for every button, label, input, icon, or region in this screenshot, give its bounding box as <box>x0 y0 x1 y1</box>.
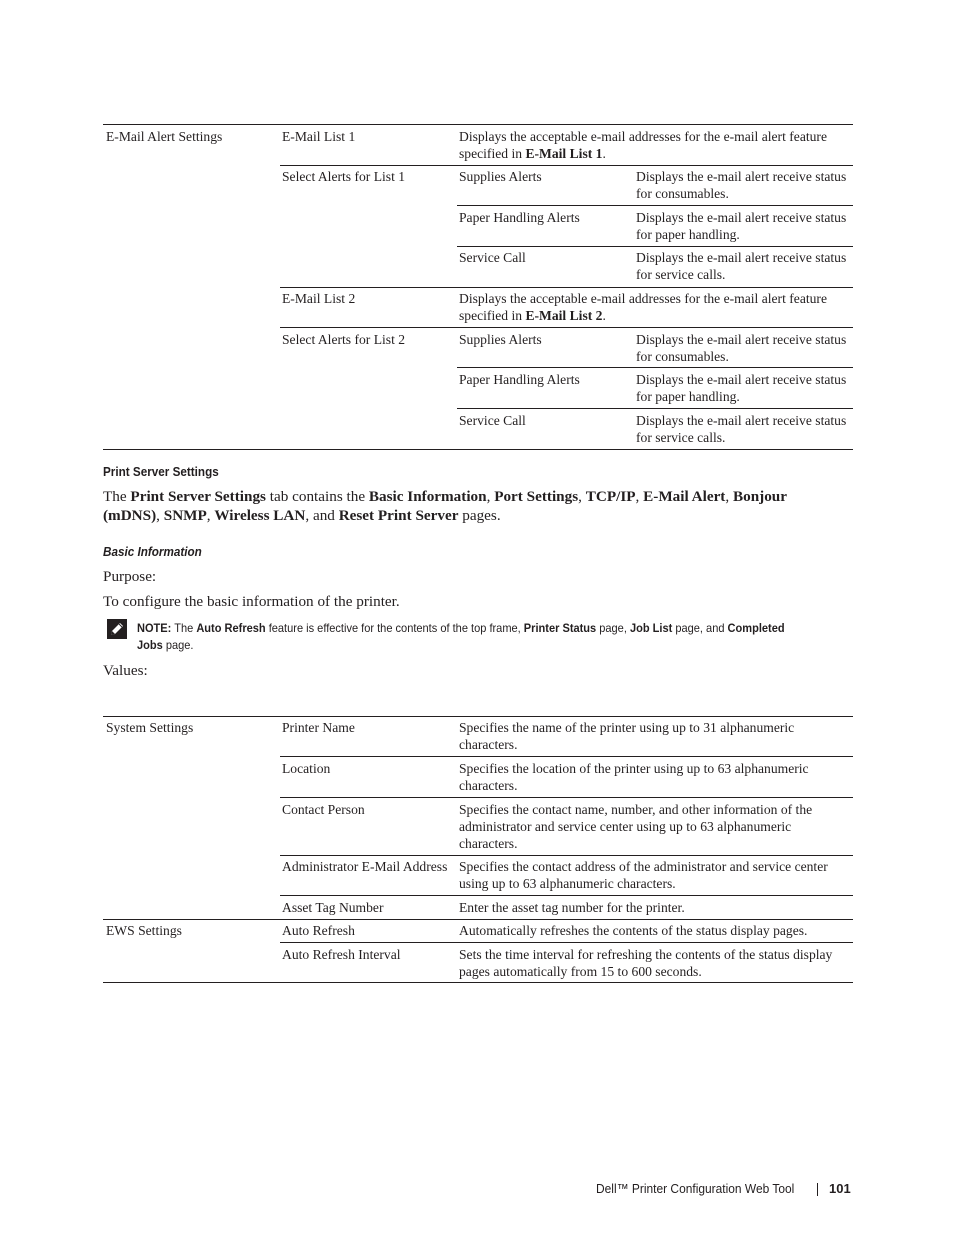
subsection-heading-basic-info: Basic Information <box>103 544 202 559</box>
page-number: 101 <box>829 1181 851 1196</box>
table-rule <box>103 919 853 920</box>
note-pencil-icon <box>107 619 127 639</box>
table-rule <box>280 855 853 856</box>
purpose-text: To configure the basic information of the printer. <box>103 593 400 610</box>
item-name: Asset Tag Number <box>282 900 384 915</box>
item-email-list-1-desc: Displays the acceptable e-mail addresses for the e-mail alert feature specified in E-Mail List 1. <box>459 129 827 161</box>
section-heading-print-server: Print Server Settings <box>103 464 219 479</box>
item-name: Contact Person <box>282 802 365 817</box>
item-desc: Enter the asset tag number for the printer. <box>459 900 685 915</box>
print-server-intro: The Print Server Settings tab contains the Basic Information, Port Settings, TCP/IP, E-Mail Alert, Bonjour (mDNS), SNMP, Wireless LAN, and Reset Print Server pages. <box>103 488 787 524</box>
alert-name: Supplies Alerts <box>459 332 542 347</box>
purpose-label: Purpose: <box>103 568 157 585</box>
table-rule <box>280 797 853 798</box>
item-desc: Specifies the name of the printer using up to 31 alphanumeric characters. <box>459 720 795 752</box>
alert-name: Paper Handling Alerts <box>459 210 580 225</box>
setting-ews: EWS Settings <box>106 923 182 938</box>
table-rule <box>280 756 853 757</box>
table-rule <box>280 895 853 896</box>
item-select-alerts-1: Select Alerts for List 1 <box>282 169 406 184</box>
alert-desc: Displays the e-mail alert receive status for consumables. <box>636 332 847 364</box>
alert-desc: Displays the e-mail alert receive status for consumables. <box>636 169 847 201</box>
item-email-list-1: E-Mail List 1 <box>282 129 356 144</box>
setting-system: System Settings <box>106 720 194 735</box>
table-rule <box>280 327 853 328</box>
item-email-list-2: E-Mail List 2 <box>282 291 356 306</box>
table-rule <box>280 287 853 288</box>
footer-separator <box>817 1183 818 1196</box>
item-email-list-2-desc: Displays the acceptable e-mail addresses for the e-mail alert feature specified in E-Mail List 2. <box>459 291 827 323</box>
table-rule <box>457 367 853 368</box>
item-name: Printer Name <box>282 720 355 735</box>
item-desc: Specifies the contact address of the administrator and service center using up to 63 alphanumeric characters. <box>459 859 828 891</box>
table-rule <box>280 165 853 166</box>
alert-desc: Displays the e-mail alert receive status for service calls. <box>636 250 847 282</box>
alert-name: Service Call <box>459 413 526 428</box>
table-rule <box>103 124 853 125</box>
table-rule <box>103 716 853 717</box>
note-text: NOTE: The Auto Refresh feature is effective for the contents of the top frame, Printer Status page, Job List page, and Completed Jobs page. <box>137 621 785 652</box>
alert-desc: Displays the e-mail alert receive status for service calls. <box>636 413 847 445</box>
table-rule <box>103 982 853 983</box>
item-name: Auto Refresh Interval <box>282 947 401 962</box>
table-rule <box>457 246 853 247</box>
alert-name: Paper Handling Alerts <box>459 372 580 387</box>
alert-desc: Displays the e-mail alert receive status for paper handling. <box>636 210 847 242</box>
table-rule <box>457 408 853 409</box>
table-rule <box>457 205 853 206</box>
email-alert-table <box>103 124 853 450</box>
item-select-alerts-2: Select Alerts for List 2 <box>282 332 406 347</box>
values-label: Values: <box>103 662 148 679</box>
item-desc: Specifies the contact name, number, and other information of the administrator and service center using up to 63 alphanumeric characters. <box>459 802 813 851</box>
setting-email-alert: E-Mail Alert Settings <box>106 129 223 144</box>
item-name: Auto Refresh <box>282 923 355 938</box>
values-table <box>103 716 853 984</box>
alert-desc: Displays the e-mail alert receive status for paper handling. <box>636 372 847 404</box>
item-name: Location <box>282 761 331 776</box>
footer-title: Dell™ Printer Configuration Web Tool <box>596 1181 795 1196</box>
table-rule <box>103 449 853 450</box>
item-desc: Specifies the location of the printer using up to 63 alphanumeric characters. <box>459 761 809 793</box>
item-name: Administrator E-Mail Address <box>282 859 448 874</box>
alert-name: Supplies Alerts <box>459 169 542 184</box>
item-desc: Sets the time interval for refreshing the contents of the status display pages automatically from 15 to 600 seconds. <box>459 947 833 979</box>
table-rule <box>280 942 853 943</box>
alert-name: Service Call <box>459 250 526 265</box>
item-desc: Automatically refreshes the contents of the status display pages. <box>459 923 808 938</box>
